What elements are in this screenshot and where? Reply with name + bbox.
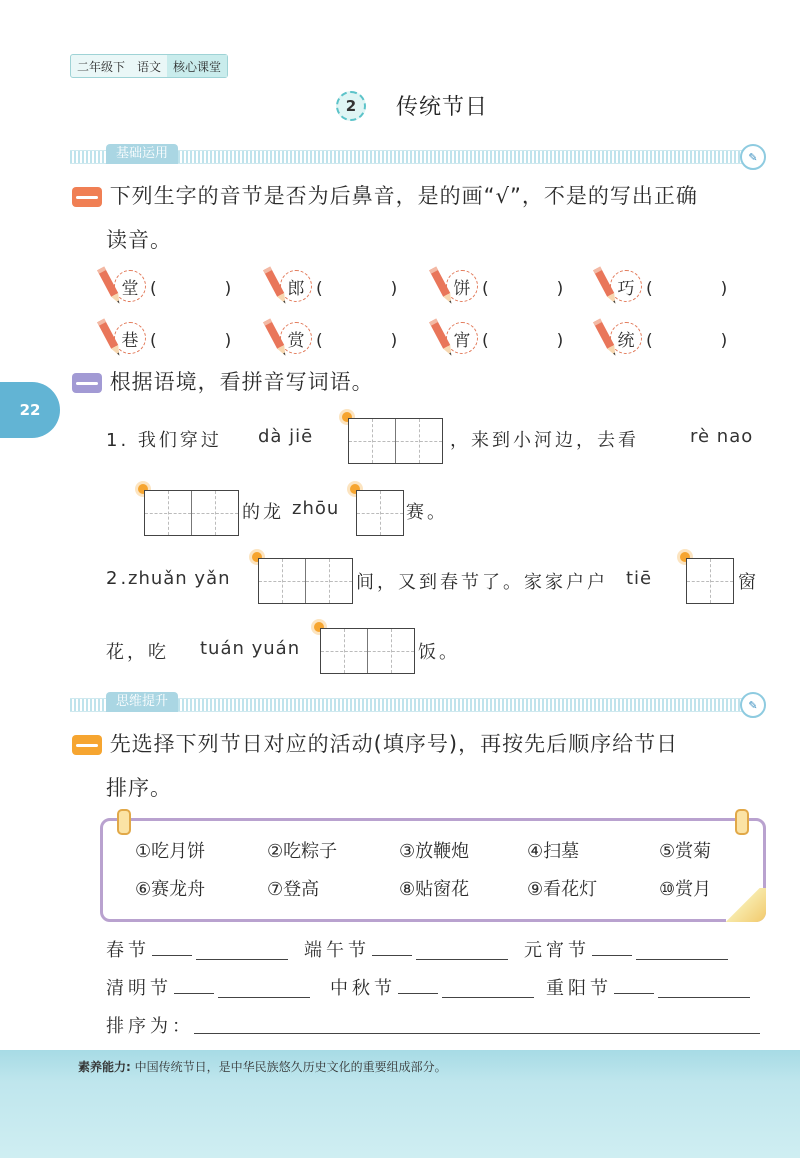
q2-s2-l2-end: 饭。 [418, 642, 460, 663]
activity-item: ②吃粽子 [267, 841, 338, 862]
q2-s1-prefix: 1. 我们穿过 [106, 430, 222, 451]
answer-paren[interactable]: ( ) [150, 330, 232, 351]
answer-paren[interactable]: ( ) [150, 278, 232, 299]
char-circle: 堂 [114, 270, 146, 302]
festival-answer-line[interactable] [196, 959, 288, 960]
festival-fill [330, 974, 534, 1000]
series-label: 核心课堂 [167, 55, 227, 77]
section-label-basic: 基础运用 [106, 144, 178, 164]
q2-pinyin-zhou: zhōu [292, 498, 340, 519]
festival-answer-line[interactable] [442, 997, 534, 998]
answer-paren[interactable]: ( ) [482, 278, 564, 299]
q2-pinyin-tie: tiē [626, 568, 653, 589]
header-tag [70, 54, 228, 78]
q3-line2: 排序。 [106, 776, 172, 800]
activity-item: ④扫墓 [527, 841, 580, 862]
q2-pinyin-renao: rè nao [690, 426, 754, 447]
q3-marker-icon [72, 735, 102, 755]
order-row [106, 1012, 760, 1038]
festival-fill [524, 936, 728, 962]
pen-nib-icon: ✎ [740, 144, 766, 170]
festival-answer-line[interactable] [416, 959, 508, 960]
q2-s1-mid: ，来到小河边，去看 [450, 430, 639, 451]
footer-note [78, 1058, 447, 1075]
q2-pinyin-zhuanyan: zhuǎn yǎn [128, 568, 231, 589]
writing-grid-dajie[interactable] [348, 418, 443, 464]
activity-item: ⑧贴窗花 [399, 879, 470, 900]
char-circle: 巧 [610, 270, 642, 302]
writing-grid-tie[interactable] [686, 558, 734, 604]
section-bar-thinking [70, 694, 762, 712]
char-item [436, 318, 563, 358]
char-item [600, 318, 727, 358]
festival-answer-line[interactable] [636, 959, 728, 960]
char-circle: 饼 [446, 270, 478, 302]
grade-label: 二年级下 [77, 59, 126, 74]
festival-fill [106, 936, 288, 962]
q2-marker-icon [72, 373, 102, 393]
q1-marker-icon [72, 187, 102, 207]
footer-band [0, 1050, 800, 1158]
char-item [104, 266, 231, 306]
char-item [600, 266, 727, 306]
activity-item: ⑨看花灯 [527, 879, 598, 900]
char-circle: 巷 [114, 322, 146, 354]
festival-fill [304, 936, 508, 962]
page-number: 22 [0, 382, 60, 438]
festival-label: 中秋节 [330, 978, 396, 999]
activity-item: ⑥赛龙舟 [135, 879, 206, 900]
paper-clip-icon [735, 809, 749, 835]
order-answer-line[interactable] [194, 1033, 760, 1034]
char-circle: 宵 [446, 322, 478, 354]
festival-label: 重阳节 [546, 978, 612, 999]
answer-paren[interactable]: ( ) [482, 330, 564, 351]
q2-s2-l2-prefix: 花，吃 [106, 642, 169, 663]
order-label: 排序为： [106, 1016, 194, 1037]
festival-fill [106, 974, 310, 1000]
subject-label: 语文 [137, 59, 162, 74]
char-item [270, 318, 397, 358]
lesson-heading [336, 90, 488, 121]
activity-box [100, 818, 766, 922]
activity-item: ⑤赏菊 [659, 841, 712, 862]
paper-clip-icon [117, 809, 131, 835]
festival-label: 端午节 [304, 940, 370, 961]
answer-paren[interactable]: ( ) [646, 330, 728, 351]
footer-text: 中国传统节日，是中华民族悠久历史文化的重要组成部分。 [134, 1060, 447, 1074]
q2-s1-l2-mid: 的龙 [242, 502, 284, 523]
q2-pinyin-dajie: dà jiē [258, 426, 314, 447]
writing-grid-zhou[interactable] [356, 490, 404, 536]
writing-grid-renao[interactable] [144, 490, 239, 536]
footer-label: 素养能力: [78, 1060, 131, 1074]
answer-paren[interactable]: ( ) [316, 278, 398, 299]
answer-paren[interactable]: ( ) [646, 278, 728, 299]
q2-s1-end: 赛。 [406, 502, 448, 523]
festival-label: 清明节 [106, 978, 172, 999]
activity-item: ①吃月饼 [135, 841, 206, 862]
q2-s2-end: 窗 [738, 572, 759, 593]
lesson-number: 2 [336, 91, 366, 121]
q2-pinyin-tuanyuan: tuán yuán [200, 638, 301, 659]
section-bar-basic [70, 146, 762, 164]
answer-paren[interactable]: ( ) [316, 330, 398, 351]
festival-answer-line[interactable] [658, 997, 750, 998]
q1-line1: 下列生字的音节是否为后鼻音，是的画“√”，不是的写出正确 [72, 176, 698, 216]
writing-grid-tuanyuan[interactable] [320, 628, 415, 674]
q2-title: 根据语境，看拼音写词语。 [72, 362, 374, 402]
festival-fill [546, 974, 750, 1000]
char-circle: 赏 [280, 322, 312, 354]
char-item [104, 318, 231, 358]
festival-answer-line[interactable] [218, 997, 310, 998]
lesson-title: 传统节日 [396, 95, 489, 120]
q3-line1: 先选择下列节日对应的活动(填序号)，再按先后顺序给节日 [72, 724, 678, 764]
section-label-thinking: 思维提升 [106, 692, 178, 712]
q2-s2-prefix: 2. [106, 568, 130, 589]
char-item [436, 266, 563, 306]
writing-grid-zhuanyan[interactable] [258, 558, 353, 604]
activity-item: ③放鞭炮 [399, 841, 470, 862]
char-circle: 统 [610, 322, 642, 354]
q1-line2: 读音。 [106, 228, 172, 252]
q2-s2-mid: 间，又到春节了。家家户户 [356, 572, 608, 593]
char-circle: 郎 [280, 270, 312, 302]
activity-item: ⑩赏月 [659, 879, 712, 900]
activity-item: ⑦登高 [267, 879, 320, 900]
festival-label: 元宵节 [524, 940, 590, 961]
pen-nib-icon: ✎ [740, 692, 766, 718]
page-curl-icon [726, 888, 766, 922]
char-item [270, 266, 397, 306]
festival-label: 春节 [106, 940, 150, 961]
